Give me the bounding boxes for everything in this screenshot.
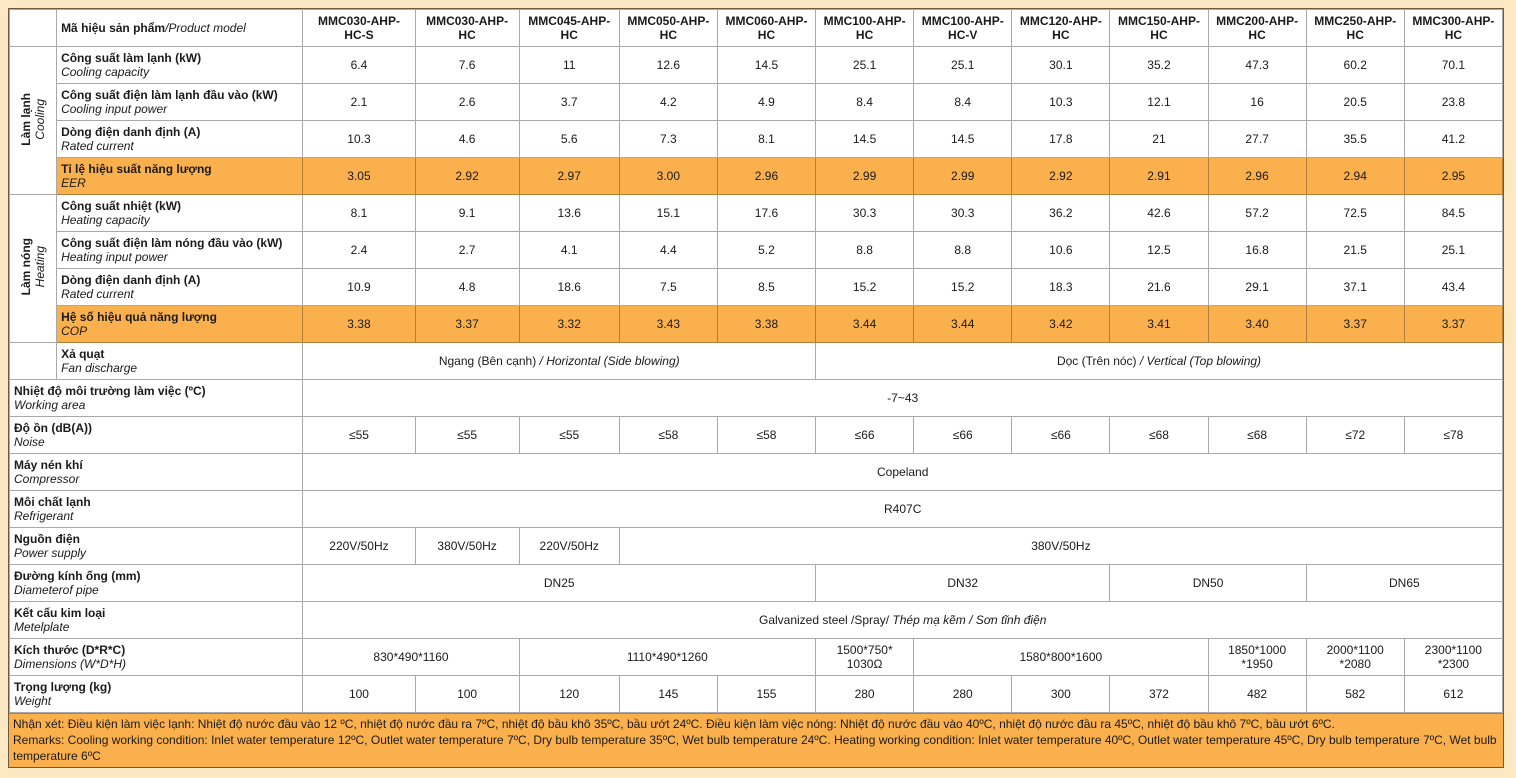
value-cell: 2.96 — [1208, 158, 1306, 195]
spec-sheet — [8, 8, 1504, 768]
row-label: Môi chất lạnh Refrigerant — [10, 491, 303, 528]
model-header: MMC030-AHP- HC — [415, 10, 519, 47]
value-cell: 2.92 — [415, 158, 519, 195]
value-cell: 30.1 — [1012, 47, 1110, 84]
value-cell: 220V/50Hz — [303, 528, 415, 565]
value-cell: 14.5 — [816, 121, 914, 158]
value-cell: 37.1 — [1306, 269, 1404, 306]
row-noise — [10, 417, 1503, 454]
value-cell: 100 — [303, 676, 415, 713]
value-cell: 15.1 — [619, 195, 717, 232]
value-cell: 35.2 — [1110, 47, 1208, 84]
row-cop — [10, 306, 1503, 343]
value-cell: 3.44 — [816, 306, 914, 343]
row-label: Công suất nhiệt (kW) Heating capacity — [57, 195, 303, 232]
row-working-area — [10, 380, 1503, 417]
value-cell: 21.5 — [1306, 232, 1404, 269]
value-cell: 4.4 — [619, 232, 717, 269]
value-cell: 1850*1000 *1950 — [1208, 639, 1306, 676]
row-cooling-rated-current — [10, 121, 1503, 158]
value-cell: 582 — [1306, 676, 1404, 713]
value-cell: 1580*800*1600 — [914, 639, 1208, 676]
value-cell: 20.5 — [1306, 84, 1404, 121]
model-header: MMC050-AHP- HC — [619, 10, 717, 47]
value-cell: 36.2 — [1012, 195, 1110, 232]
value-cell: 35.5 — [1306, 121, 1404, 158]
row-label: Xả quạt Fan discharge — [57, 343, 303, 380]
value-cell: 380V/50Hz — [619, 528, 1502, 565]
value-cell: 8.5 — [717, 269, 815, 306]
value-cell: ≤55 — [415, 417, 519, 454]
row-label: Máy nén khí Compressor — [10, 454, 303, 491]
value-cell: 8.8 — [914, 232, 1012, 269]
row-fan-discharge — [10, 343, 1503, 380]
value-cell: 12.5 — [1110, 232, 1208, 269]
value-cell: 2.7 — [415, 232, 519, 269]
value-cell: 3.38 — [303, 306, 415, 343]
row-eer — [10, 158, 1503, 195]
group-heating-label — [10, 195, 57, 343]
row-compressor — [10, 454, 1503, 491]
value-cell: 3.43 — [619, 306, 717, 343]
group-cooling-label — [10, 47, 57, 195]
model-header: MMC100-AHP- HC — [816, 10, 914, 47]
value-cell: 43.4 — [1404, 269, 1502, 306]
value-cell: 18.3 — [1012, 269, 1110, 306]
value-cell: 72.5 — [1306, 195, 1404, 232]
product-model-label-vi: Mã hiệu sản phẩm — [61, 21, 166, 35]
value-cell: 2.4 — [303, 232, 415, 269]
value-cell: 8.8 — [816, 232, 914, 269]
value-cell: 280 — [914, 676, 1012, 713]
value-cell: 155 — [717, 676, 815, 713]
value-cell: 2.95 — [1404, 158, 1502, 195]
value-cell: 3.38 — [717, 306, 815, 343]
value-cell: 47.3 — [1208, 47, 1306, 84]
value-cell: 3.42 — [1012, 306, 1110, 343]
row-heating-capacity — [10, 195, 1503, 232]
value-cell: 25.1 — [914, 47, 1012, 84]
value-cell: 21 — [1110, 121, 1208, 158]
value-cell: 42.6 — [1110, 195, 1208, 232]
value-cell: 16.8 — [1208, 232, 1306, 269]
model-header: MMC030-AHP- HC-S — [303, 10, 415, 47]
value-cell: 8.4 — [914, 84, 1012, 121]
value-cell: 6.4 — [303, 47, 415, 84]
value-cell: 380V/50Hz — [415, 528, 519, 565]
value-cell: 2.91 — [1110, 158, 1208, 195]
spec-table — [9, 9, 1503, 713]
value-cell: 2300*1100 *2300 — [1404, 639, 1502, 676]
value-cell: 2.99 — [816, 158, 914, 195]
row-label: Hệ số hiệu quả năng lượng COP — [57, 306, 303, 343]
value-cell: 3.7 — [519, 84, 619, 121]
row-label: Tỉ lệ hiệu suất năng lượng EER — [57, 158, 303, 195]
value-cell: 220V/50Hz — [519, 528, 619, 565]
header-blank-cell — [10, 10, 57, 47]
row-label: Kích thước (D*R*C) Dimensions (W*D*H) — [10, 639, 303, 676]
row-dimensions — [10, 639, 1503, 676]
value-cell: 3.37 — [1404, 306, 1502, 343]
row-label: Nguồn điện Power supply — [10, 528, 303, 565]
value-cell: 3.05 — [303, 158, 415, 195]
value-cell: 2.1 — [303, 84, 415, 121]
model-header: MMC120-AHP- HC — [1012, 10, 1110, 47]
row-refrigerant — [10, 491, 1503, 528]
value-cell: 17.8 — [1012, 121, 1110, 158]
value-cell: 4.8 — [415, 269, 519, 306]
value-cell: 4.2 — [619, 84, 717, 121]
value-cell: 14.5 — [717, 47, 815, 84]
row-label: Đường kính ống (mm) Diameterof pipe — [10, 565, 303, 602]
value-cell: 10.3 — [303, 121, 415, 158]
group-heating-vi: Làm nóng — [19, 238, 34, 296]
row-metal-plate — [10, 602, 1503, 639]
value-cell: 145 — [619, 676, 717, 713]
row-cooling-capacity — [10, 47, 1503, 84]
value-cell: 2000*1100 *2080 — [1306, 639, 1404, 676]
value-cell: 2.96 — [717, 158, 815, 195]
value-cell: ≤68 — [1110, 417, 1208, 454]
value-cell: 16 — [1208, 84, 1306, 121]
value-cell: 9.1 — [415, 195, 519, 232]
value-cell: 300 — [1012, 676, 1110, 713]
value-cell: DN65 — [1306, 565, 1502, 602]
value-cell: 280 — [816, 676, 914, 713]
value-cell: 17.6 — [717, 195, 815, 232]
value-cell: 60.2 — [1306, 47, 1404, 84]
value-cell: 2.6 — [415, 84, 519, 121]
value-cell: ≤78 — [1404, 417, 1502, 454]
product-model-label-en: /Product model — [165, 21, 246, 35]
value-cell: 4.1 — [519, 232, 619, 269]
row-pipe-diameter — [10, 565, 1503, 602]
value-cell: 41.2 — [1404, 121, 1502, 158]
value-cell: ≤55 — [519, 417, 619, 454]
value-cell: 25.1 — [1404, 232, 1502, 269]
value-cell: 2.92 — [1012, 158, 1110, 195]
value-cell: 2.97 — [519, 158, 619, 195]
row-label: Kết cấu kim loại Metelplate — [10, 602, 303, 639]
working-area-value: -7~43 — [303, 380, 1503, 417]
value-cell: 12.1 — [1110, 84, 1208, 121]
value-cell: 25.1 — [816, 47, 914, 84]
value-cell: 15.2 — [914, 269, 1012, 306]
row-heating-rated-current — [10, 269, 1503, 306]
value-cell: 4.6 — [415, 121, 519, 158]
value-cell: 100 — [415, 676, 519, 713]
value-cell: ≤66 — [1012, 417, 1110, 454]
value-cell: 30.3 — [816, 195, 914, 232]
value-cell: 29.1 — [1208, 269, 1306, 306]
value-cell: 8.1 — [717, 121, 815, 158]
remarks-box — [9, 713, 1503, 767]
value-cell: 3.37 — [415, 306, 519, 343]
value-cell: 10.3 — [1012, 84, 1110, 121]
remarks-en: Remarks: Cooling working condition: Inlet water temperature 12ºC, Outlet water temperature 7ºC, Dry bulb temperature 35ºC, Wet bulb temperature 24ºC. Heating working condition: Inlet water temperature 40ºC, Outlet water temperature 45ºC, Dry bulb temperature 7ºC, Wet bulb temperature 6ºC — [13, 733, 1497, 763]
row-cooling-input-power — [10, 84, 1503, 121]
value-cell: DN32 — [816, 565, 1110, 602]
row-label: Trọng lượng (kg) Weight — [10, 676, 303, 713]
value-cell: 5.2 — [717, 232, 815, 269]
value-cell: 3.37 — [1306, 306, 1404, 343]
value-cell: 21.6 — [1110, 269, 1208, 306]
value-cell: 3.40 — [1208, 306, 1306, 343]
row-label: Dòng điện danh định (A) Rated current — [57, 269, 303, 306]
model-header: MMC150-AHP- HC — [1110, 10, 1208, 47]
value-cell: 482 — [1208, 676, 1306, 713]
metal-plate-value: Galvanized steel /Spray/ Thép mạ kẽm / Sơn tĩnh điện — [303, 602, 1503, 639]
model-header: MMC200-AHP- HC — [1208, 10, 1306, 47]
value-cell: 3.44 — [914, 306, 1012, 343]
value-cell: 3.00 — [619, 158, 717, 195]
value-cell: 57.2 — [1208, 195, 1306, 232]
header-row — [10, 10, 1503, 47]
row-weight — [10, 676, 1503, 713]
value-cell: 3.32 — [519, 306, 619, 343]
value-cell: 8.4 — [816, 84, 914, 121]
value-cell: 4.9 — [717, 84, 815, 121]
model-header: MMC060-AHP- HC — [717, 10, 815, 47]
group-cooling-vi: Làm lạnh — [19, 92, 34, 146]
value-cell: 1110*490*1260 — [519, 639, 815, 676]
value-cell: 612 — [1404, 676, 1502, 713]
value-cell: 5.6 — [519, 121, 619, 158]
value-cell: 3.41 — [1110, 306, 1208, 343]
value-cell: DN25 — [303, 565, 816, 602]
value-cell: ≤58 — [619, 417, 717, 454]
value-cell: 30.3 — [914, 195, 1012, 232]
value-cell: 10.9 — [303, 269, 415, 306]
value-cell: 18.6 — [519, 269, 619, 306]
fan-vertical-cell: Dọc (Trên nóc) / Vertical (Top blowing) — [816, 343, 1503, 380]
value-cell: ≤66 — [816, 417, 914, 454]
value-cell: 84.5 — [1404, 195, 1502, 232]
value-cell: 15.2 — [816, 269, 914, 306]
row-heating-input-power — [10, 232, 1503, 269]
value-cell: 14.5 — [914, 121, 1012, 158]
model-header: MMC100-AHP- HC-V — [914, 10, 1012, 47]
value-cell: ≤55 — [303, 417, 415, 454]
value-cell: 1500*750* 1030Ω — [816, 639, 914, 676]
value-cell: 27.7 — [1208, 121, 1306, 158]
fan-horizontal-cell: Ngang (Bên cạnh) / Horizontal (Side blowing) — [303, 343, 816, 380]
value-cell: 7.5 — [619, 269, 717, 306]
group-heating-en: Heating — [33, 246, 48, 288]
value-cell: 2.99 — [914, 158, 1012, 195]
compressor-value: Copeland — [303, 454, 1503, 491]
row-label: Công suất điện làm nóng đầu vào (kW) Heating input power — [57, 232, 303, 269]
model-header: MMC045-AHP- HC — [519, 10, 619, 47]
value-cell: DN50 — [1110, 565, 1306, 602]
value-cell: ≤58 — [717, 417, 815, 454]
value-cell: 8.1 — [303, 195, 415, 232]
value-cell: 10.6 — [1012, 232, 1110, 269]
row-label: Độ ồn (dB(A)) Noise — [10, 417, 303, 454]
row-label: Công suất điện làm lạnh đầu vào (kW) Cooling input power — [57, 84, 303, 121]
row-label: Dòng điện danh định (A) Rated current — [57, 121, 303, 158]
blank-group-cell — [10, 343, 57, 380]
model-header: MMC250-AHP- HC — [1306, 10, 1404, 47]
value-cell: ≤66 — [914, 417, 1012, 454]
value-cell: 2.94 — [1306, 158, 1404, 195]
value-cell: 13.6 — [519, 195, 619, 232]
group-cooling-en: Cooling — [33, 98, 48, 140]
value-cell: 12.6 — [619, 47, 717, 84]
value-cell: 7.3 — [619, 121, 717, 158]
refrigerant-value: R407C — [303, 491, 1503, 528]
model-header: MMC300-AHP- HC — [1404, 10, 1502, 47]
row-label: Công suất làm lạnh (kW) Cooling capacity — [57, 47, 303, 84]
value-cell: 830*490*1160 — [303, 639, 519, 676]
value-cell: 23.8 — [1404, 84, 1502, 121]
row-label: Nhiệt độ môi trường làm việc (ºC) Working area — [10, 380, 303, 417]
remarks-vi: Nhận xét: Điều kiện làm việc lạnh: Nhiệt độ nước đầu vào 12 ºC, nhiệt độ nước đầu ra 7ºC, nhiệt độ bầu khô 35ºC, bầu ướt 24ºC. Điều kiện làm việc nóng: Nhiệt độ nước đầu vào 40ºC, nhiệt độ nước đầu ra 45ºC, nhiệt độ bầu khô 7ºC, bầu ướt 6ºC. — [13, 717, 1335, 731]
value-cell: 7.6 — [415, 47, 519, 84]
product-model-label — [57, 10, 303, 47]
value-cell: 70.1 — [1404, 47, 1502, 84]
row-power-supply — [10, 528, 1503, 565]
value-cell: ≤72 — [1306, 417, 1404, 454]
value-cell: ≤68 — [1208, 417, 1306, 454]
value-cell: 120 — [519, 676, 619, 713]
value-cell: 372 — [1110, 676, 1208, 713]
value-cell: 11 — [519, 47, 619, 84]
